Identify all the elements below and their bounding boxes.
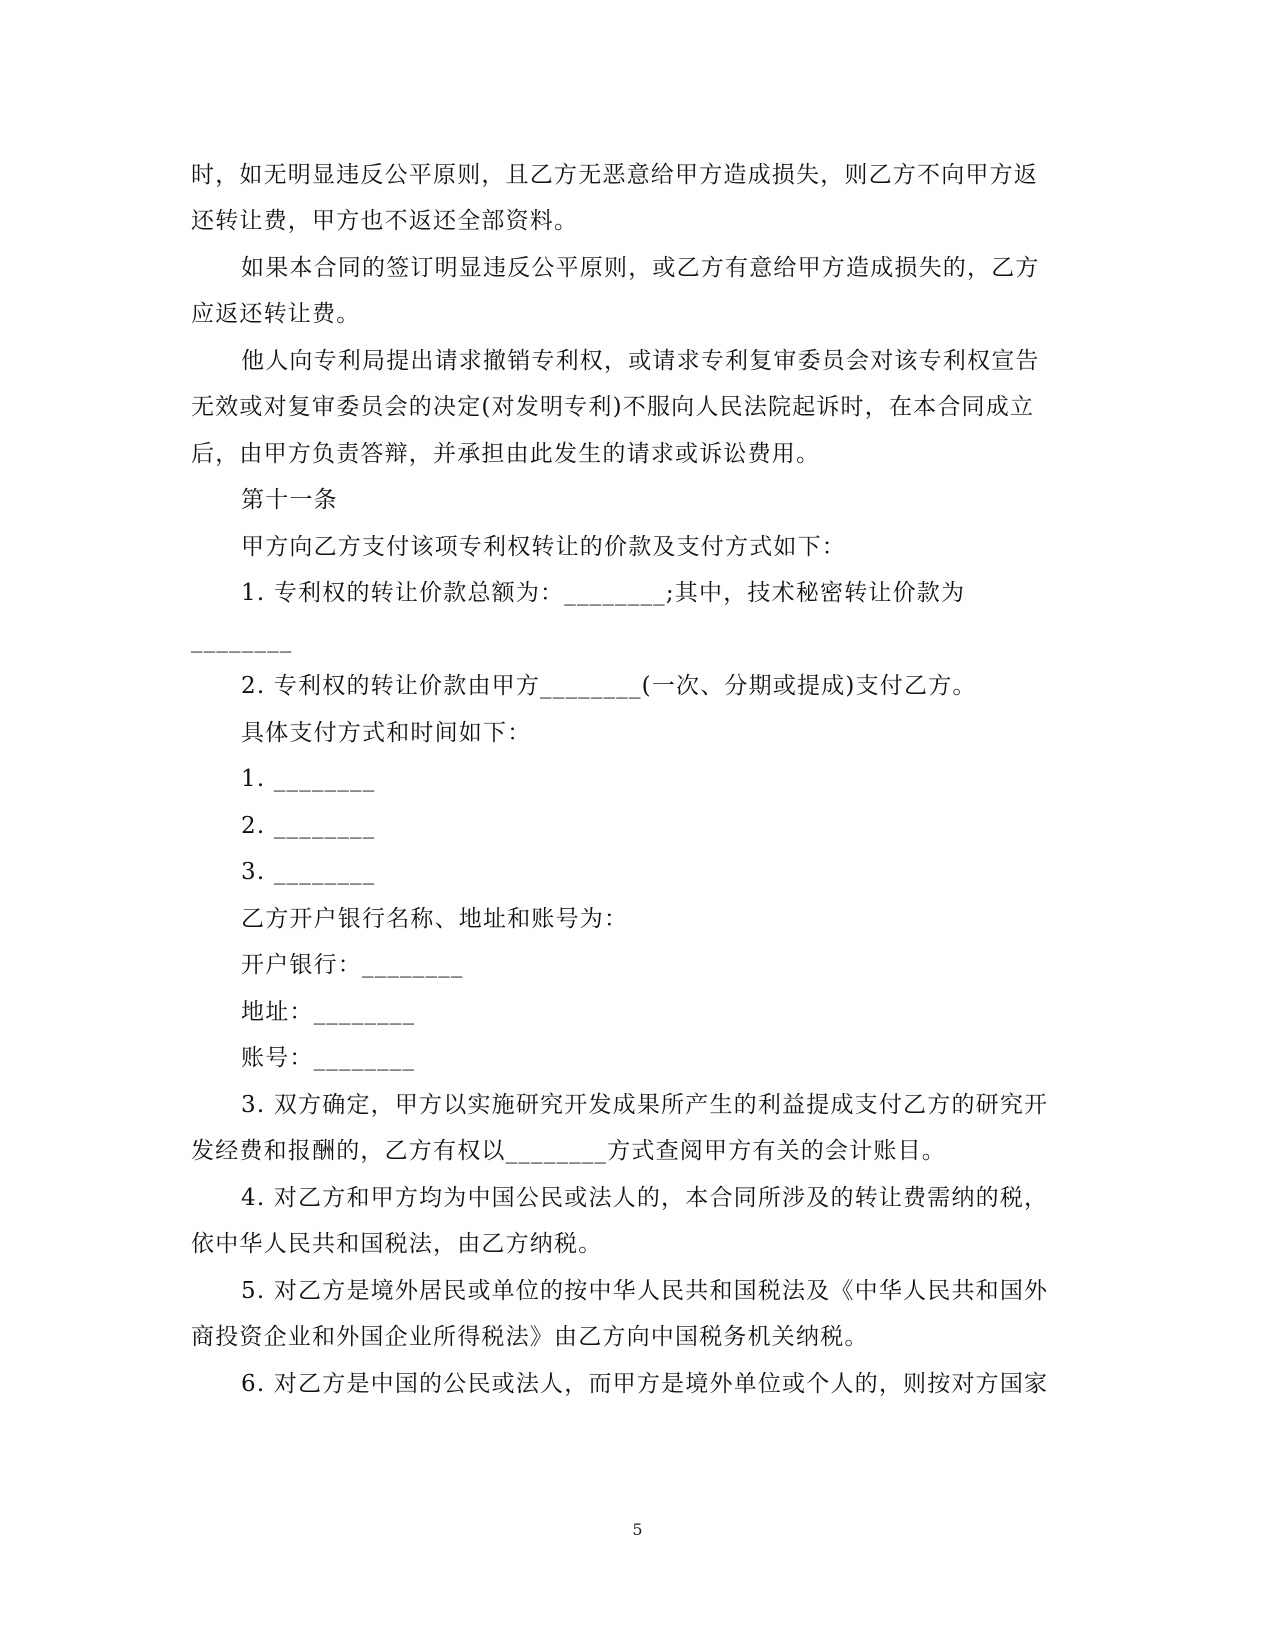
text-line: 还转让费，甲方也不返还全部资料。 [191, 208, 579, 234]
text-line: 时，如无明显违反公平原则，且乙方无恶意给甲方造成损失，则乙方不向甲方返 [191, 162, 1038, 188]
text-line: ________ [191, 627, 293, 653]
text-line: 应返还转让费。 [191, 301, 361, 327]
text-line: 甲方向乙方支付该项专利权转让的价款及支付方式如下： [241, 534, 846, 560]
section-heading: 第十一条 [241, 487, 338, 513]
text-line: 乙方开户银行名称、地址和账号为： [241, 906, 629, 932]
text-line: 3. 双方确定，甲方以实施研究开发成果所产生的利益提成支付乙方的研究开 [241, 1092, 1049, 1118]
text-line: 无效或对复审委员会的决定(对发明专利)不服向人民法院起诉时，在本合同成立 [191, 394, 1035, 420]
text-line: 他人向专利局提出请求撤销专利权，或请求专利复审委员会对该专利权宣告 [241, 348, 1040, 374]
text-line: 发经费和报酬的，乙方有权以________方式查阅甲方有关的会计账目。 [191, 1138, 946, 1164]
text-line: 4. 对乙方和甲方均为中国公民或法人的，本合同所涉及的转让费需纳的税， [241, 1185, 1049, 1211]
text-line: 商投资企业和外国企业所得税法》由乙方向中国税务机关纳税。 [191, 1324, 869, 1350]
text-line: 具体支付方式和时间如下： [241, 720, 532, 746]
text-line: 地址：________ [241, 999, 416, 1025]
text-line: 如果本合同的签订明显违反公平原则，或乙方有意给甲方造成损失的，乙方 [241, 255, 1040, 281]
text-line: 2. 专利权的转让价款由甲方________(一次、分期或提成)支付乙方。 [241, 673, 977, 699]
text-line: 3. ________ [241, 859, 376, 885]
page-number: 5 [632, 1520, 643, 1539]
text-line: 1. ________ [241, 766, 376, 792]
text-line: 开户银行：________ [241, 952, 464, 978]
text-line: 5. 对乙方是境外居民或单位的按中华人民共和国税法及《中华人民共和国外 [241, 1278, 1049, 1304]
text-line: 1. 专利权的转让价款总额为：________;其中，技术秘密转让价款为 [241, 580, 966, 606]
text-line: 2. ________ [241, 813, 376, 839]
text-line: 账号：________ [241, 1045, 416, 1071]
text-line: 6. 对乙方是中国的公民或法人，而甲方是境外单位或个人的，则按对方国家 [241, 1371, 1049, 1397]
text-line: 依中华人民共和国税法，由乙方纳税。 [191, 1231, 603, 1257]
text-line: 后，由甲方负责答辩，并承担由此发生的请求或诉讼费用。 [191, 441, 821, 467]
